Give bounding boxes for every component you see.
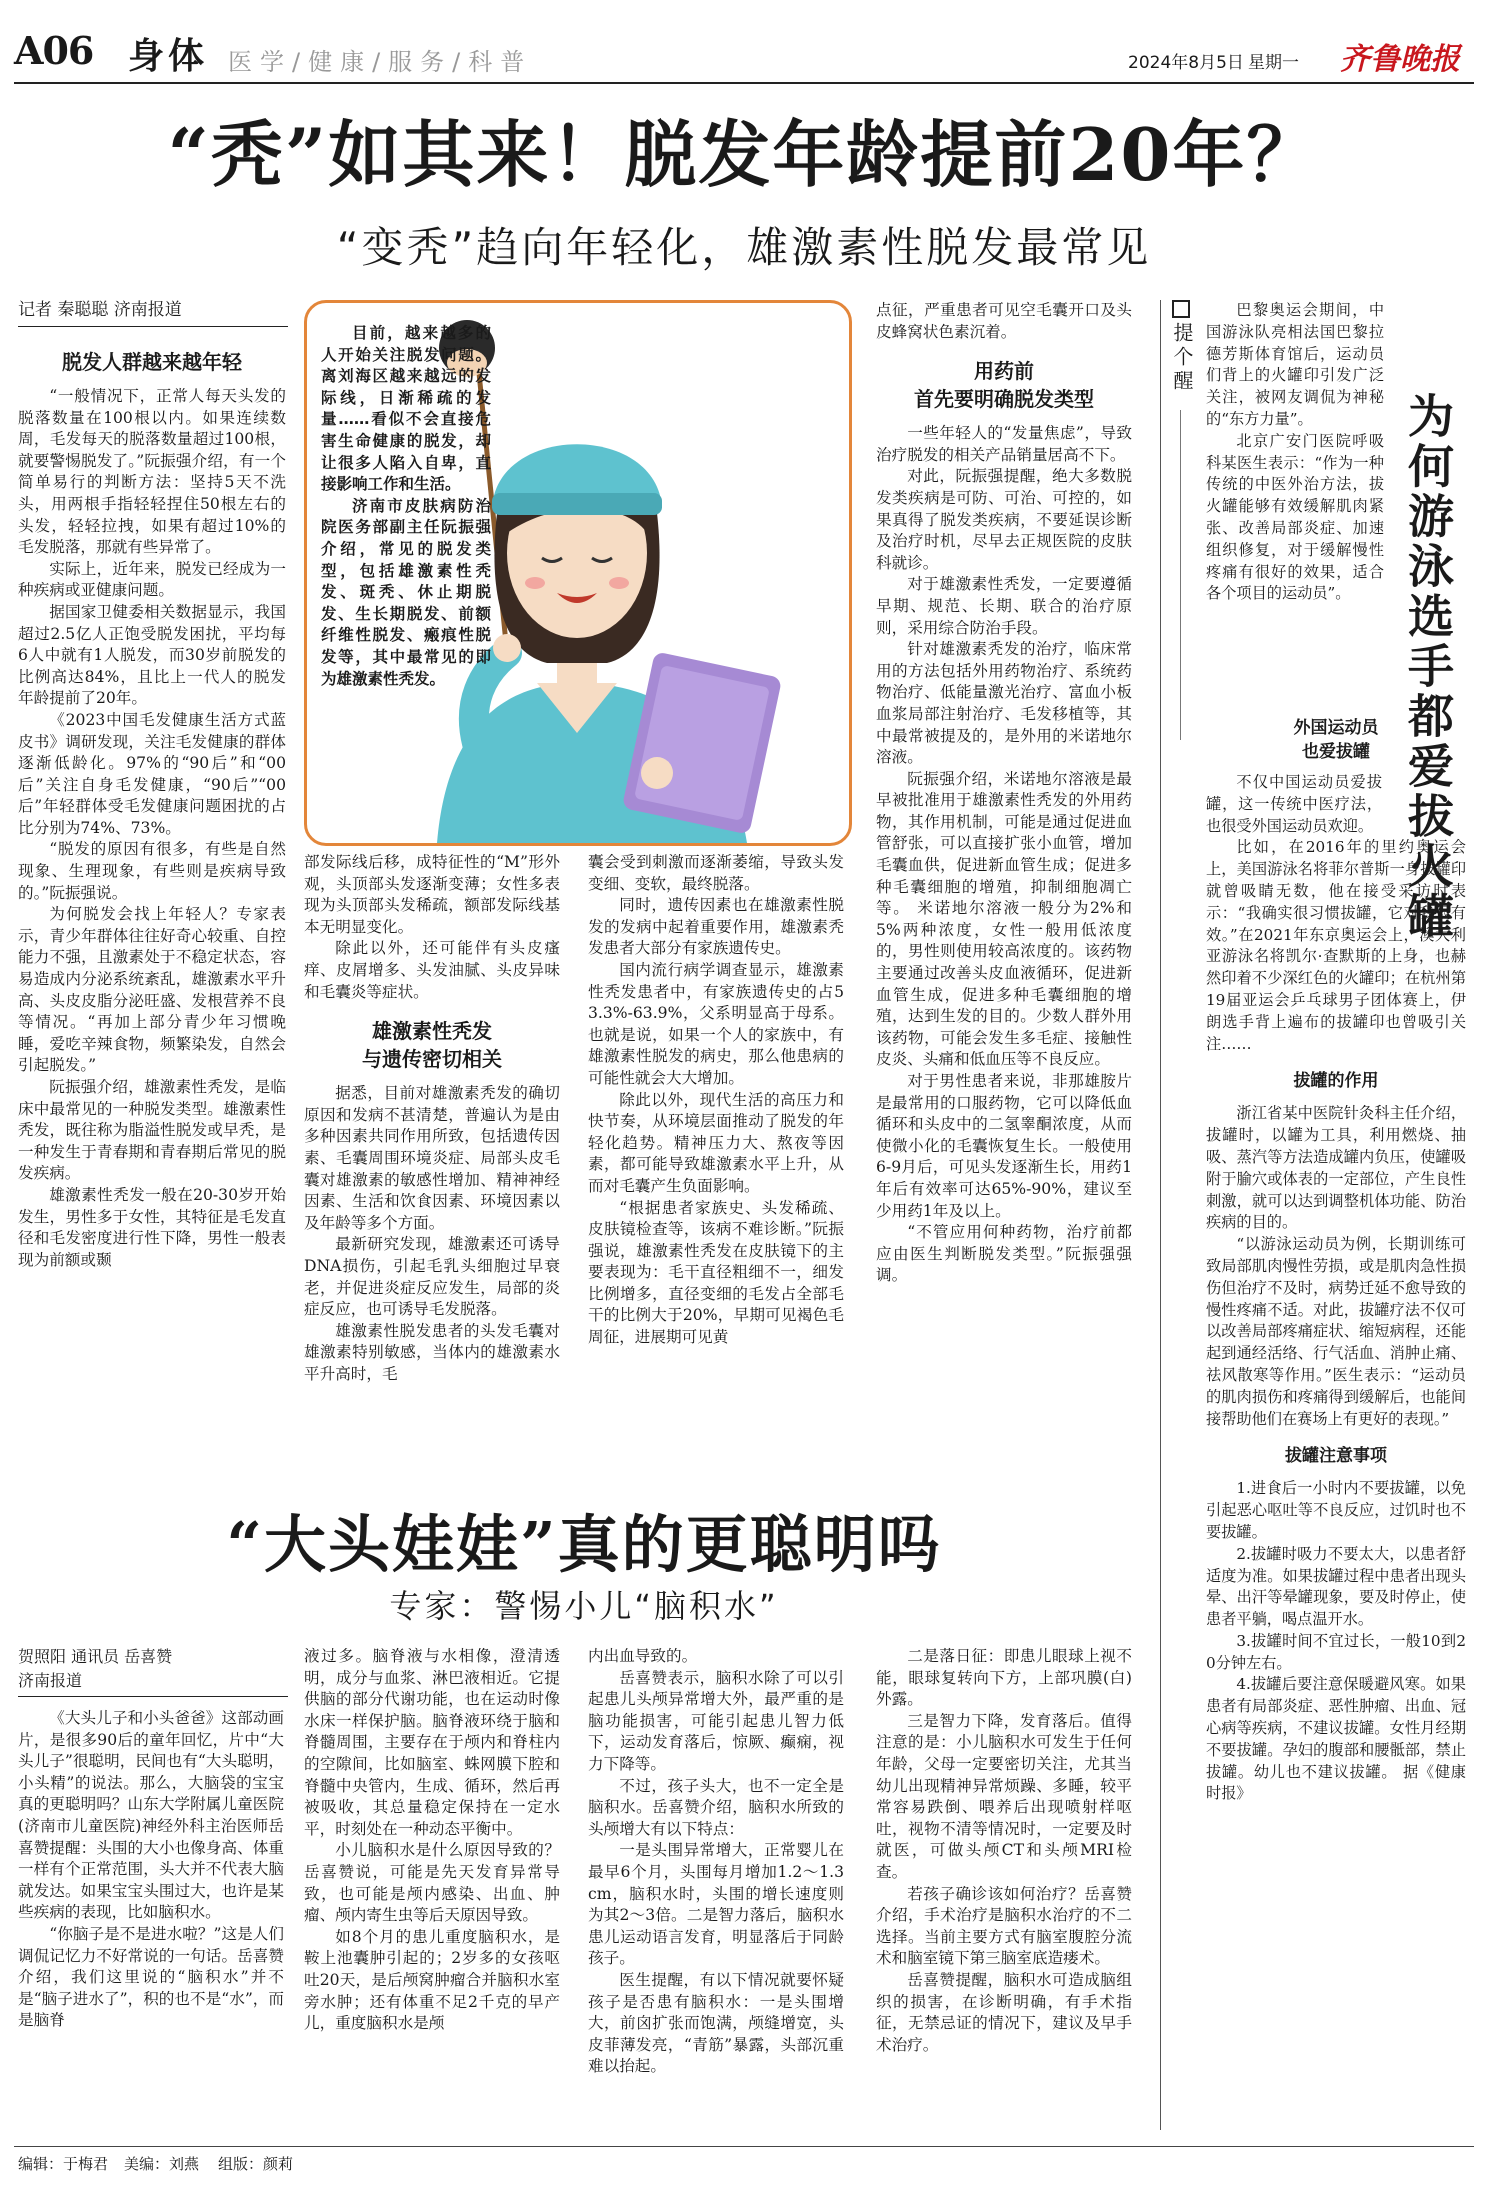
footer-rule [14, 2146, 1474, 2147]
paragraph: 三是智力下降，发育落后。值得注意的是：小儿脑积水可发生于任何年龄，父母一定要密切关注，尤其当幼儿出现精神异常烦躁、多睡，较平常容易跌倒、喂养后出现喷射样呕吐，视物不清等情况时，一定要及时就医，可做头颅CT和头颅MRI检查。 [876, 1711, 1132, 1881]
article1-byline: 记者 秦聪聪 济南报道 [18, 300, 182, 320]
paragraph: “一般情况下，正常人每天头发的脱落数量在100根以内。如果连续数周，毛发每天的脱落数量超过100根，就要警惕脱发了。”阮振强介绍，有一个简单易行的判断方法：坚持5天不洗头，用两根手指轻轻捏住50根左右的头发，轻轻拉拽，如果有超过10%的毛发脱落，那就有些异常了。 [18, 387, 286, 557]
paragraph: 1.进食后一小时内不要拔罐，以免引起恶心呕吐等不良反应，过饥时也不要拔罐。 [1206, 1479, 1466, 1541]
paragraph: 医生提醒，有以下情况就要怀疑孩子是否患有脑积水：一是头围增大，前囟扩张而饱满，颅缝增宽，头皮菲薄发亮，“青筋”暴露，头部沉重难以抬起。 [588, 1970, 844, 2076]
paragraph: 据悉，目前对雄激素秃发的确切原因和发病不甚清楚，普遍认为是由多种因素共同作用所致，包括遗传因素、毛囊周围环境炎症、局部头皮毛囊对雄激素的敏感性增加、精神神经因素、生活和饮食因素、环境因素以及年龄等多个方面。 [304, 1084, 560, 1232]
paragraph: 为何脱发会找上年轻人？专家表示，青少年群体往往好奇心较重、自控能力不强，且激素处于不稳定状态，容易造成内分泌系统紊乱，雄激素水平升高、头皮皮脂分泌旺盛、发根营养不良等情况。“再加上部分青少年习惯晚睡，爱吃辛辣食物，频繁染发，自然会引起脱发。” [18, 905, 286, 1075]
paragraph: “根据患者家族史、头发稀疏、皮肤镜检查等，该病不难诊断。”阮振强说，雄激素性秃发在皮肤镜下的主要表现为：毛干直径粗细不一，细发比例增多，直径变细的毛发占全部毛干的比例大于20%，早期可见褐色毛周征，进展期可见黄 [588, 1198, 844, 1347]
paragraph: 实际上，近年来，脱发已经成为一种疾病或亚健康问题。 [18, 559, 286, 600]
footer-editor: 编辑：于梅君 [18, 2155, 109, 2173]
paragraph: 囊会受到刺激而逐渐萎缩，导致头发变细、变软，最终脱落。 [588, 853, 844, 893]
section-heading: 拔罐的作用 [1293, 1071, 1379, 1092]
paragraph: 国内流行病学调查显示，雄激素性秃发患者中，有家族遗传史的占53.3%-63.9%，父系明显高于母系。也就是说，如果一个人的家族中，有雄激素性脱发的病史，那么他患病的可能性就会大大增加。 [588, 960, 844, 1087]
paragraph: 点征，严重患者可见空毛囊开口及头皮蜂窝状色素沉着。 [876, 301, 1132, 341]
paragraph: 《大头儿子和小头爸爸》这部动画片，是很多90后的童年回忆，片中“大头儿子”很聪明，民间也有“大头聪明，小头精”的说法。那么，大脑袋的宝宝真的更聪明吗？山东大学附属儿童医院(济南市儿童医院)神经外科主治医师岳喜赞提醒：头围的大小也像身高、体重一样有个正常范围，头大并不代表大脑就发达。如果宝宝头围过大，也许是某些疾病的表现，比如脑积水。 [18, 1709, 284, 1922]
paragraph: 同时，遗传因素也在雄激素性脱发的发病中起着重要作用，雄激素秃发患者大部分有家族遗传史。 [588, 896, 844, 958]
footer-designer: 美编：刘燕 [124, 2155, 200, 2173]
column-divider [1160, 300, 1161, 2130]
footer-proof: 组版：颜莉 [218, 2155, 294, 2173]
paragraph: 4.拔罐后要注意保暖避风寒。如果患者有局部炎症、恶性肿瘤、出血、冠心病等疾病，不建议拔罐。女性月经期不要拔罐。孕妇的腹部和腰骶部，禁止拔罐。幼儿也不建议拔罐。 据《健康时报》 [1206, 1675, 1466, 1803]
article1-title: “秃”如其来！脱发年龄提前20年？ [167, 112, 1321, 197]
paragraph: 阮振强介绍，雄激素性秃发，是临床中最常见的一种脱发类型。雄激素性秃发，既往称为脂溢性脱发或早秃，是一种发生于青春期和青春期后常见的脱发疾病。 [18, 1078, 286, 1183]
section-name: 身体 [128, 35, 209, 77]
paragraph: 巴黎奥运会期间，中国游泳队亮相法国巴黎拉德芳斯体育馆后，运动员们背上的火罐印引发广泛关注，被网友调侃为神秘的“东方力量”。 [1206, 301, 1384, 428]
article1-subtitle: “变秃”趋向年轻化，雄激素性脱发最常见 [336, 223, 1152, 272]
callout-text [321, 323, 491, 690]
paragraph: 除此以外，还可能伴有头皮瘙痒、皮屑增多、头发油腻、头皮异味和毛囊炎等症状。 [304, 939, 560, 1001]
article2-column-4 [876, 1646, 1132, 2056]
paragraph: 不过，孩子头大，也不一定全是脑积水。岳喜赞介绍，脑积水所致的头颅增大有以下特点： [588, 1776, 844, 1838]
header-rule [14, 82, 1474, 84]
paragraph: 除此以外，现代生活的高压力和快节奏，从环境层面推动了脱发的年轻化趋势。精神压力大、熬夜等因素，都可能导致雄激素水平上升，从而对毛囊产生负面影响。 [588, 1090, 844, 1195]
paragraph: “你脑子是不是进水啦？”这是人们调侃记忆力不好常说的一句话。岳喜赞介绍，我们这里说的“脑积水”并不是“脑子进水了”，积的也不是“水”，而是脑脊 [18, 1924, 284, 2030]
issue-date: 2024年8月5日 [1128, 53, 1244, 73]
paragraph: 北京广安门医院呼吸科某医生表示：“作为一种传统的中医外治方法，拔火罐能够有效缓解肌肉紧张、改善局部炎症、加速组织修复，对于缓解慢性疼痛有很好的效果，适合各个项目的运动员”。 [1206, 431, 1384, 603]
illustration-box [304, 300, 852, 846]
paragraph: 雄激素性脱发患者的头发毛囊对雄激素特别敏感，当体内的雄激素水平升高时，毛 [304, 1321, 560, 1383]
paragraph: 二是落日征：即患儿眼球上视不能，眼球复转向下方，上部巩膜(白)外露。 [876, 1647, 1132, 1709]
article2-column-2 [304, 1646, 560, 2035]
sidebar-tag-rule [1180, 410, 1181, 740]
paragraph: 部发际线后移，成特征性的“M”形外观，头顶部头发逐渐变薄；女性多表现为头顶部头发稀疏，额部发际线基本无明显变化。 [304, 853, 560, 936]
callout-paragraph: 济南市皮肤病防治院医务部副主任阮振强介绍，常见的脱发类型，包括雄激素性秃发、斑秃、休止期脱发、生长期脱发、前额纤维性脱发、瘢痕性脱发等，其中最常见的即为雄激素性秃发。 [321, 496, 491, 688]
folder-icon [622, 651, 782, 835]
paragraph: “以游泳运动员为例，长期训练可致局部肌肉慢性劳损，或是肌肉急性损伤但治疗不及时，病势迁延不愈导致的慢性疼痛不适。对此，拔罐疗法不仅可以改善局部疼痛症状、缩短病程，还能起到通经活络、行气活血、消肿止痛、祛风散寒等作用。”医生表示：“运动员的肌肉损伤和疼痛得到缓解后，也能间接帮助他们在赛场上有更好的表现。” [1206, 1235, 1466, 1428]
paragraph: 比如，在2016年的里约奥运会上，美国游泳名将菲尔普斯一身拔罐印就曾吸睛无数，他在接受采访时表示：“我确实很习惯拔罐，它对我很有效。”在2021年东京奥运会上，澳大利亚游泳名将凯尔·查默斯的上身，也赫然印着不少深红色的火罐印；在杭州第19届亚运会乒乓球男子团体赛上，伊朗选手背上遍布的拔罐印也曾吸引关注…… [1206, 838, 1466, 1053]
section-heading: 雄激素性秃发 与遗传密切相关 [362, 1019, 502, 1072]
paragraph: “不管应用何种药物，治疗前都应由医生判断脱发类型。”阮振强强调。 [876, 1223, 1132, 1285]
paragraph: 若孩子确诊该如何治疗？岳喜赞介绍，手术治疗是脑积水治疗的不二选择。当前主要方式有脑室腹腔分流术和脑室镜下第三脑室底造瘘术。 [876, 1884, 1132, 1968]
paragraph: 3.拔罐时间不宜过长，一般10到20分钟左右。 [1206, 1631, 1466, 1672]
paragraph: 对此，阮振强提醒，绝大多数脱发类疾病是可防、可治、可控的，如果真得了脱发类疾病，不要延误诊断及治疗时机，尽早去正规医院的皮肤科就诊。 [876, 467, 1132, 572]
article2-title: “大头娃娃”真的更聪明吗 [226, 1508, 942, 1581]
sidebar-tag [1168, 300, 1194, 394]
paragraph: 2.拔罐时吸力不要太大，以患者舒适度为准。如果拔罐过程中患者出现头晕、出汗等晕罐现象，要及时停止，使患者平躺，喝点温开水。 [1206, 1544, 1466, 1629]
sidebar-intro [1206, 300, 1384, 605]
article2-column-1 [18, 1708, 284, 2032]
paragraph: 如8个月的患儿重度脑积水，是鞍上池囊肿引起的；2岁多的女孩呕吐20天，是后颅窝肿瘤合并脑积水室旁水肿；还有体重不足2千克的早产儿，重度脑积水是颅 [304, 1927, 560, 2033]
paragraph: 岳喜赞表示，脑积水除了可以引起患儿头颅异常增大外，最严重的是脑功能损害，可能引起患儿智力低下，运动发育落后，惊厥、癫痫，视力下降等。 [588, 1668, 844, 1773]
paragraph: 内出血导致的。 [588, 1647, 698, 1665]
byline-rule [18, 326, 288, 327]
paragraph: 不仅中国运动员爱拔罐，这一传统中医疗法，也很受外国运动员欢迎。 [1206, 773, 1382, 835]
section-heading: 外国运动员 也爱拔罐 [1293, 718, 1379, 762]
byline-rule [18, 1696, 288, 1697]
paragraph: 液过多。脑脊液与水相像，澄清透明，成分与血浆、淋巴液相近。它提供脑的部分代谢功能，也在运动时像水床一样保护脑。脑脊液环绕于脑和脊髓周围，主要存在于颅内和脊柱内的空隙间，比如脑室、蛛网膜下腔和脊髓中央管内，生成、循环，然后再被吸收，其总量稳定保持在一定水平，时刻处在一种动态平衡中。 [304, 1647, 560, 1838]
sidebar-body [1206, 712, 1466, 1805]
paragraph: 针对雄激素秃发的治疗，临床常用的方法包括外用药物治疗、系统药物治疗、低能量激光治疗、富血小板血浆局部注射治疗、毛发移植等，其中最常被提及的，是外用的米诺地尔溶液。 [876, 640, 1132, 767]
article2-byline: 贺照阳 通讯员 岳喜赞 [18, 1647, 173, 1666]
paragraph: 对于男性患者来说，非那雄胺片是最常用的口服药物，它可以降低血循环和头皮中的二氢睾酮浓度，从而使微小化的毛囊恢复生长。一般使用6-9月后，可见头发逐渐生长，用药1年后有效率可达65%-90%，建议至少用药1年及以上。 [876, 1072, 1132, 1220]
paragraph: 一是头围异常增大，正常婴儿在最早6个月，头围每月增加1.2～1.3 cm，脑积水时，头围的增长速度则为其2～3倍。二是智力落后，脑积水患儿运动语言发育，明显落后于同龄孩子。 [588, 1841, 844, 1968]
paper-logo: 齐鲁晚报 [1340, 42, 1460, 77]
section-heading: 用药前 首先要明确脱发类型 [914, 359, 1094, 412]
paragraph: 浙江省某中医院针灸科主任介绍，拔罐时，以罐为工具，利用燃烧、抽吸、蒸汽等方法造成罐内负压，使罐吸附于腧穴或体表的一定部位，产生良性刺激，就可以达到调整机体功能、防治疾病的目的。 [1206, 1104, 1466, 1232]
section-tags: 医学/健康/服务/科普 [228, 48, 533, 76]
paragraph: 岳喜赞提醒，脑积水可造成脑组织的损害，在诊断明确，有手术指征，无禁忌证的情况下，建议及早手术治疗。 [876, 1970, 1132, 2054]
section-heading: 脱发人群越来越年轻 [62, 350, 242, 374]
page-number: A06 [14, 28, 94, 73]
paragraph: “脱发的原因有很多，有些是自然现象、生理现象，有些则是疾病导致的。”阮振强说。 [18, 840, 286, 902]
paragraph: 对于雄激素性秃发，一定要遵循早期、规范、长期、联合的治疗原则，采用综合防治手段。 [876, 575, 1132, 637]
callout-paragraph: 目前，越来越多的人开始关注脱发问题。离刘海区越来越远的发际线，日渐稀疏的发量……看似不会直接危害生命健康的脱发，却让很多人陷入自卑，直接影响工作和生活。 [321, 324, 491, 494]
sidebar-title: 为何游泳选手都爱拔火罐 [1401, 392, 1455, 942]
article2-subtitle: 专家：警惕小儿“脑积水” [389, 1587, 779, 1625]
paragraph: 一些年轻人的“发量焦虑”，导致治疗脱发的相关产品销量居高不下。 [876, 424, 1132, 464]
article2-byline-location: 济南报道 [18, 1671, 83, 1690]
article1-column-4 [876, 300, 1132, 1287]
issue-weekday: 星期一 [1248, 53, 1299, 73]
tag-box-icon [1172, 300, 1190, 318]
article1-column-3 [588, 852, 844, 1349]
paragraph: 阮振强介绍，米诺地尔溶液是最早被批准用于雄激素性秃发的外用药物，其作用机制，可能是通过促进血管舒张，可以直接扩张小血管，增加毛囊血供，促进新血管生成；促进多种毛囊细胞的增殖，抑制细胞凋亡等。 米诺地尔溶液一般分为2%和5%两种浓度，女性一般用低浓度的，男性则使用较高浓度的。该药物主要通过改善头皮血液循环，促进新血管生成，促进多种毛囊细胞的增殖，达到生发的目的。少数人群外用该药物，可能会发生多毛症、接触性皮炎、头痛和低血压等不良反应。 [876, 769, 1132, 1069]
paragraph: 《2023中国毛发健康生活方式蓝皮书》调研发现，关注毛发健康的群体逐渐低龄化。97%的“90后”和“00后”关注自身毛发健康，“90后”“00后”年轻群体受毛发健康问题困扰的占比分别为74%、73%。 [18, 710, 286, 837]
article2-column-3 [588, 1646, 844, 2078]
paragraph: 据国家卫健委相关数据显示，我国超过2.5亿人正饱受脱发困扰，平均每6人中就有1人脱发，而30岁前脱发的比例高达84%，且比上一代人的脱发年龄提前了20年。 [18, 602, 286, 708]
paragraph: 小儿脑积水是什么原因导致的？岳喜赞说，可能是先天发育异常导致，也可能是颅内感染、出血、肿瘤、颅内寄生虫等后天原因导致。 [304, 1841, 560, 1925]
article1-column-1 [18, 338, 286, 1271]
sidebar-tag-label: 提个醒 [1170, 322, 1194, 394]
paragraph: 雄激素性秃发一般在20-30岁开始发生，男性多于女性，其特征是毛发直径和毛发密度进行性下降，男性一般表现为前额或颞 [18, 1185, 286, 1269]
paragraph: 最新研究发现，雄激素还可诱导DNA损伤，引起毛乳头细胞过早衰老，并促进炎症反应发生，局部的炎症反应，也可诱导毛发脱落。 [304, 1235, 560, 1319]
section-heading: 拔罐注意事项 [1285, 1446, 1387, 1467]
article1-column-2 [304, 852, 560, 1385]
